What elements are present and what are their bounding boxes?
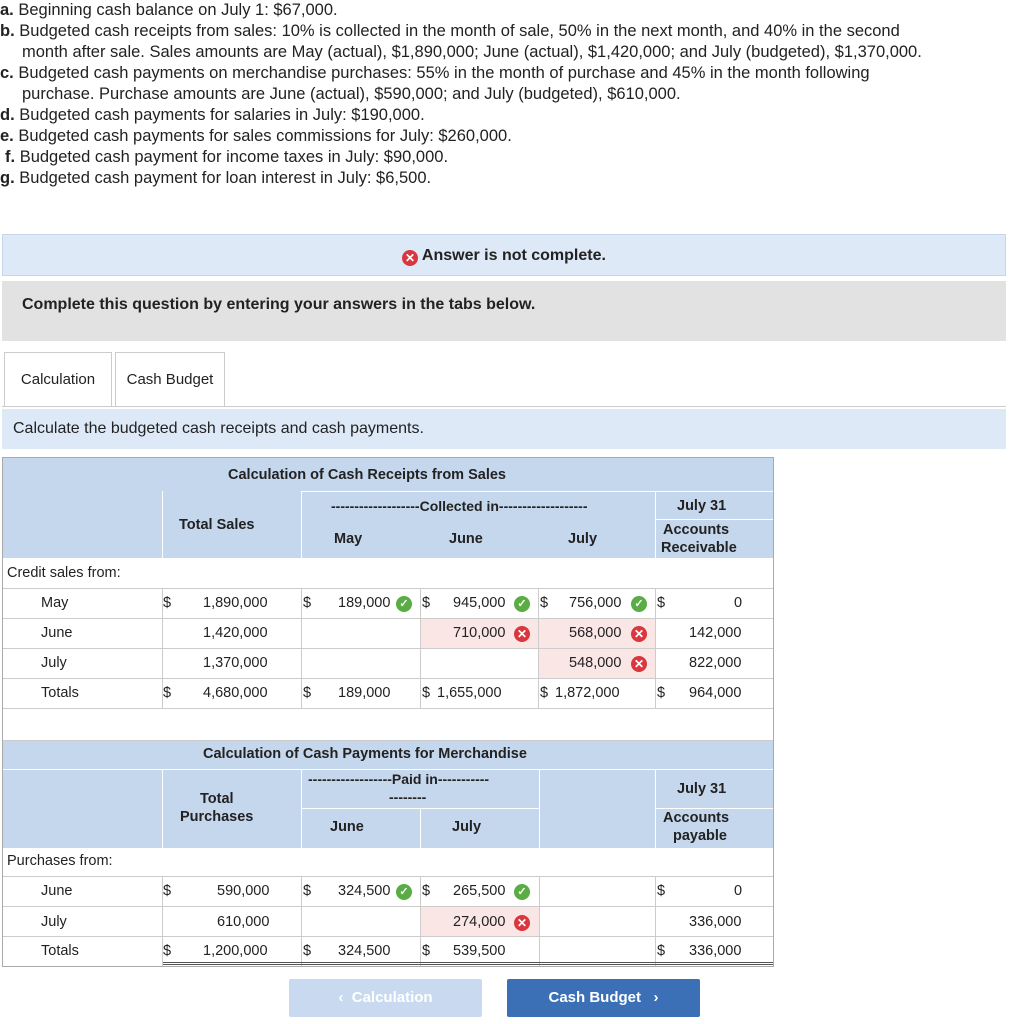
may-collected-may-input[interactable]: 189,000 [338, 595, 391, 611]
given-letter: c. [0, 64, 14, 82]
june-ar: 142,000 [689, 625, 742, 641]
given-text: month after sale. Sales amounts are May (actual), $1,890,000; June (actual), $1,420,000; and July (budgeted), $1,370,000. [22, 43, 922, 61]
calculation-table [2, 457, 774, 967]
may-total: 189,000 [338, 685, 391, 701]
ar-total: 964,000 [689, 685, 742, 701]
given-text: Budgeted cash payments on merchandise purchases: 55% in the month of purchase and 45% in the month following [18, 64, 870, 82]
row-label-totals: Totals [41, 943, 79, 959]
july-ar: 822,000 [689, 655, 742, 671]
correct-icon: ✓ [631, 596, 647, 612]
ap-total: 336,000 [689, 943, 742, 959]
col-total-purchases-1: Total [200, 791, 234, 807]
answer-status-banner [2, 234, 1006, 276]
dollar-sign: $ [422, 685, 431, 701]
error-icon: ✕ [631, 626, 647, 642]
dollar-sign: $ [657, 685, 666, 701]
col-june: June [449, 531, 483, 547]
june-collected-june-input[interactable]: 710,000 [453, 625, 506, 641]
row-label-totals: Totals [41, 685, 79, 701]
dollar-sign: $ [422, 943, 431, 959]
next-button[interactable] [507, 979, 700, 1017]
june-total: 1,655,000 [437, 685, 502, 701]
given-letter: b. [0, 22, 15, 40]
dollar-sign: $ [163, 943, 172, 959]
dollar-sign: $ [303, 685, 312, 701]
row-label-june: June [41, 625, 73, 641]
given-c [0, 63, 870, 84]
total-sales-july: 1,370,000 [203, 655, 268, 671]
paid-in-header-2: -------- [389, 789, 427, 805]
error-icon: ✕ [514, 915, 530, 931]
dollar-sign: $ [303, 883, 312, 899]
col-ar-1: July 31 [677, 498, 727, 514]
given-a [0, 0, 338, 21]
dollar-sign: $ [303, 943, 312, 959]
col-ar-2: Accounts [663, 522, 730, 538]
given-text: Beginning cash balance on July 1: $67,000. [18, 1, 338, 19]
may-collected-june-input[interactable]: 945,000 [453, 595, 506, 611]
given-letter: a. [0, 1, 14, 19]
june-collected-july-input[interactable]: 568,000 [569, 625, 622, 641]
chevron-left-icon: ‹ [338, 989, 344, 1006]
error-icon: ✕ [631, 656, 647, 672]
col-paid-june: June [330, 819, 364, 835]
chevron-right-icon: › [653, 989, 659, 1006]
given-text: Budgeted cash payments for sales commissions for July: $260,000. [18, 127, 512, 145]
given-text: Budgeted cash payments for salaries in July: $190,000. [19, 106, 425, 124]
correct-icon: ✓ [396, 596, 412, 612]
dollar-sign: $ [540, 685, 549, 701]
given-b [0, 21, 900, 42]
paid-july-total: 539,500 [453, 943, 506, 959]
col-total-sales: Total Sales [179, 517, 255, 533]
given-b-cont [22, 42, 922, 63]
dollar-sign: $ [540, 595, 549, 611]
given-text: Budgeted cash payment for loan interest in July: $6,500. [19, 169, 432, 187]
paid-june-total: 324,500 [338, 943, 391, 959]
dollar-sign: $ [657, 883, 666, 899]
col-ar-3: Receivable [661, 540, 737, 556]
collected-in-header: -------------------Collected in------------------- [331, 498, 588, 514]
dollar-sign: $ [163, 595, 172, 611]
given-e [0, 126, 512, 147]
paid-in-header: ------------------Paid in----------- [308, 771, 490, 787]
july-paid-july-input[interactable]: 274,000 [453, 914, 506, 930]
dollar-sign: $ [163, 883, 172, 899]
credit-sales-label: Credit sales from: [7, 565, 121, 581]
tab-divider [2, 406, 1006, 407]
total-sales-may: 1,890,000 [203, 595, 268, 611]
given-letter: f. [5, 148, 16, 166]
given-letter: g. [0, 169, 15, 187]
prev-button[interactable] [289, 979, 482, 1017]
question-prompt: Calculate the budgeted cash receipts and cash payments. [2, 409, 1006, 449]
col-july: July [568, 531, 598, 547]
total-sales-june: 1,420,000 [203, 625, 268, 641]
july-ap: 336,000 [689, 914, 742, 930]
may-collected-july-input[interactable]: 756,000 [569, 595, 622, 611]
col-ap-3: payable [673, 828, 727, 844]
col-ap-1: July 31 [677, 781, 727, 797]
july-total: 1,872,000 [555, 685, 620, 701]
payments-title: Calculation of Cash Payments for Merchandise [203, 746, 527, 762]
dollar-sign: $ [657, 943, 666, 959]
given-g [0, 168, 431, 189]
given-text: purchase. Purchase amounts are June (actual), $590,000; and July (budgeted), $610,000. [22, 85, 681, 103]
col-ap-2: Accounts [663, 810, 730, 826]
correct-icon: ✓ [396, 884, 412, 900]
tab-calculation[interactable]: Calculation [4, 352, 112, 406]
error-icon: ✕ [514, 626, 530, 642]
given-letter: e. [0, 127, 14, 145]
col-may: May [334, 531, 363, 547]
correct-icon: ✓ [514, 596, 530, 612]
correct-icon: ✓ [514, 884, 530, 900]
purchases-june-total: 590,000 [217, 883, 270, 899]
purchases-from-label: Purchases from: [7, 853, 113, 869]
dollar-sign: $ [422, 595, 431, 611]
purchases-total: 1,200,000 [203, 943, 268, 959]
banner-text: Answer is not complete. [421, 247, 606, 264]
receipts-title: Calculation of Cash Receipts from Sales [228, 467, 506, 483]
given-letter: d. [0, 106, 15, 124]
june-ap: 0 [734, 883, 743, 899]
dollar-sign: $ [303, 595, 312, 611]
error-icon: ✕ [402, 250, 418, 266]
dollar-sign: $ [657, 595, 666, 611]
total-sales-total: 4,680,000 [203, 685, 268, 701]
july-collected-july-input[interactable]: 548,000 [569, 655, 622, 671]
row-label-may: May [41, 595, 69, 611]
dollar-sign: $ [163, 685, 172, 701]
row-label-july: July [41, 655, 67, 671]
given-f [5, 147, 448, 168]
given-c-cont [22, 84, 681, 105]
june-paid-june-input[interactable]: 324,500 [338, 883, 391, 899]
given-text: Budgeted cash receipts from sales: 10% is collected in the month of sale, 50% in the next month, and 40% in the second [19, 22, 900, 40]
given-text: Budgeted cash payment for income taxes in July: $90,000. [19, 148, 449, 166]
col-total-purchases-2: Purchases [180, 809, 254, 825]
instruction-bar: Complete this question by entering your answers in the tabs below. [2, 281, 1006, 341]
given-d [0, 105, 425, 126]
purchases-july-total: 610,000 [217, 914, 270, 930]
row-label-june: June [41, 883, 73, 899]
june-paid-july-input[interactable]: 265,500 [453, 883, 506, 899]
may-ar: 0 [734, 595, 743, 611]
row-label-july: July [41, 914, 67, 930]
tab-cash-budget[interactable]: Cash Budget [115, 352, 225, 406]
col-paid-july: July [452, 819, 482, 835]
dollar-sign: $ [422, 883, 431, 899]
prev-label: Calculation [351, 989, 433, 1006]
next-label: Cash Budget [548, 989, 641, 1006]
